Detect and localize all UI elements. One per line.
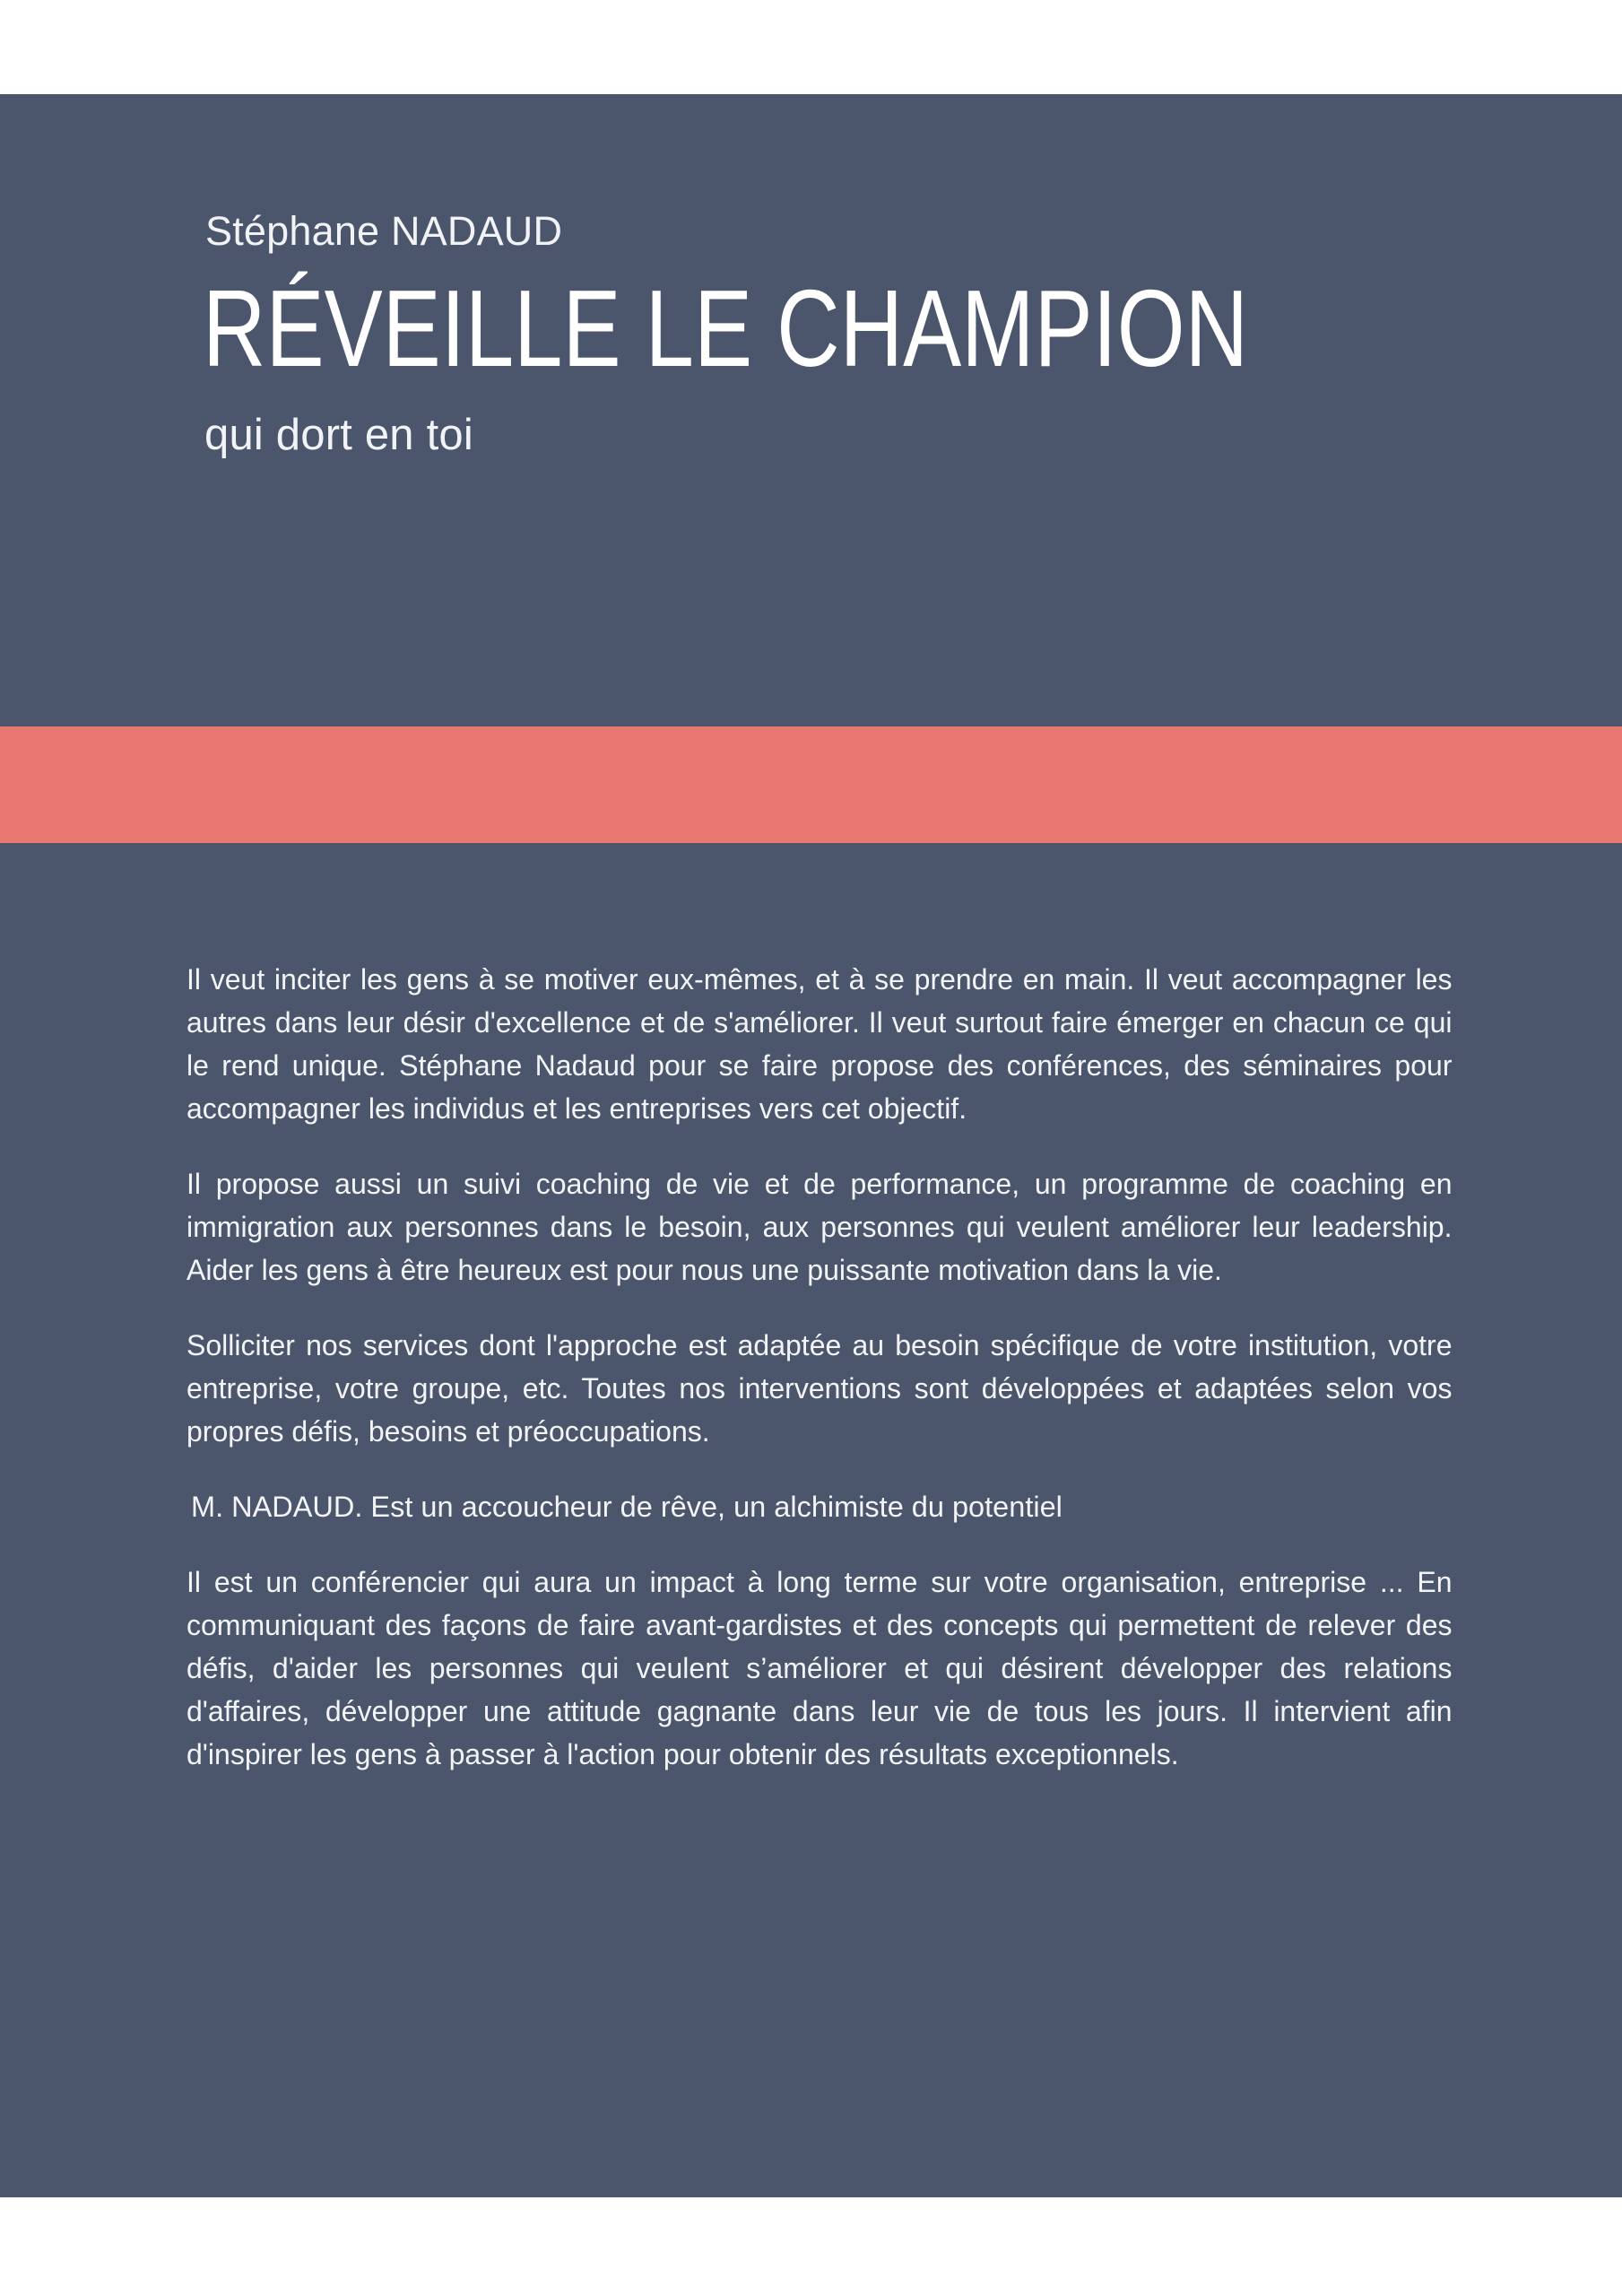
author-name: Stéphane NADAUD [205, 208, 563, 254]
blurb-closing-paragraph: Il est un conférencier qui aura un impact à long terme sur votre organisation, entreprise ... En communiquant des façons de faire avant-gardistes et des concepts qui permettent de relever des défis, d'aider les personnes qui veulent s’améliorer et qui désirent développer des relations d'affaires, développer une attitude gagnante dans leur vie de tous les jours. Il intervient afin d'inspirer les gens à passer à l'action pour obtenir des résultats exceptionnels. [186, 1566, 1453, 1770]
book-title: RÉVEILLE LE CHAMPION [203, 267, 1249, 389]
blurb-paragraph: Il veut inciter les gens à se motiver eux-mêmes, et à se prendre en main. Il veut accompagner les autres dans leur désir d'excellence et de s'améliorer. Il veut surtout faire émerger en chacun ce qui le rend unique. Stéphane Nadaud pour se faire propose des conférences, des séminaires pour accompagner les individus et les entreprises vers cet objectif. [186, 963, 1453, 1125]
back-cover-blurb [0, 843, 1622, 1776]
blurb-paragraph: Il propose aussi un suivi coaching de vie et de performance, un programme de coaching en immigration aux personnes dans le besoin, aux personnes qui veulent améliorer leur leadership. Aider les gens à être heureux est pour nous une puissante motivation dans la vie. [186, 1168, 1453, 1286]
cover-artboard [0, 94, 1622, 2197]
accent-band [0, 726, 1622, 843]
blurb-paragraph: Solliciter nos services dont l'approche est adaptée au besoin spécifique de votre institution, votre entreprise, votre groupe, etc. Toutes nos interventions sont développées et adaptées selon vos propres défis, besoins et préoccupations. [186, 1329, 1453, 1448]
cover-masthead [0, 94, 1622, 726]
blurb-tagline: M. NADAUD. Est un accoucheur de rêve, un alchimiste du potentiel [191, 1491, 1063, 1523]
book-subtitle: qui dort en toi [204, 411, 473, 459]
